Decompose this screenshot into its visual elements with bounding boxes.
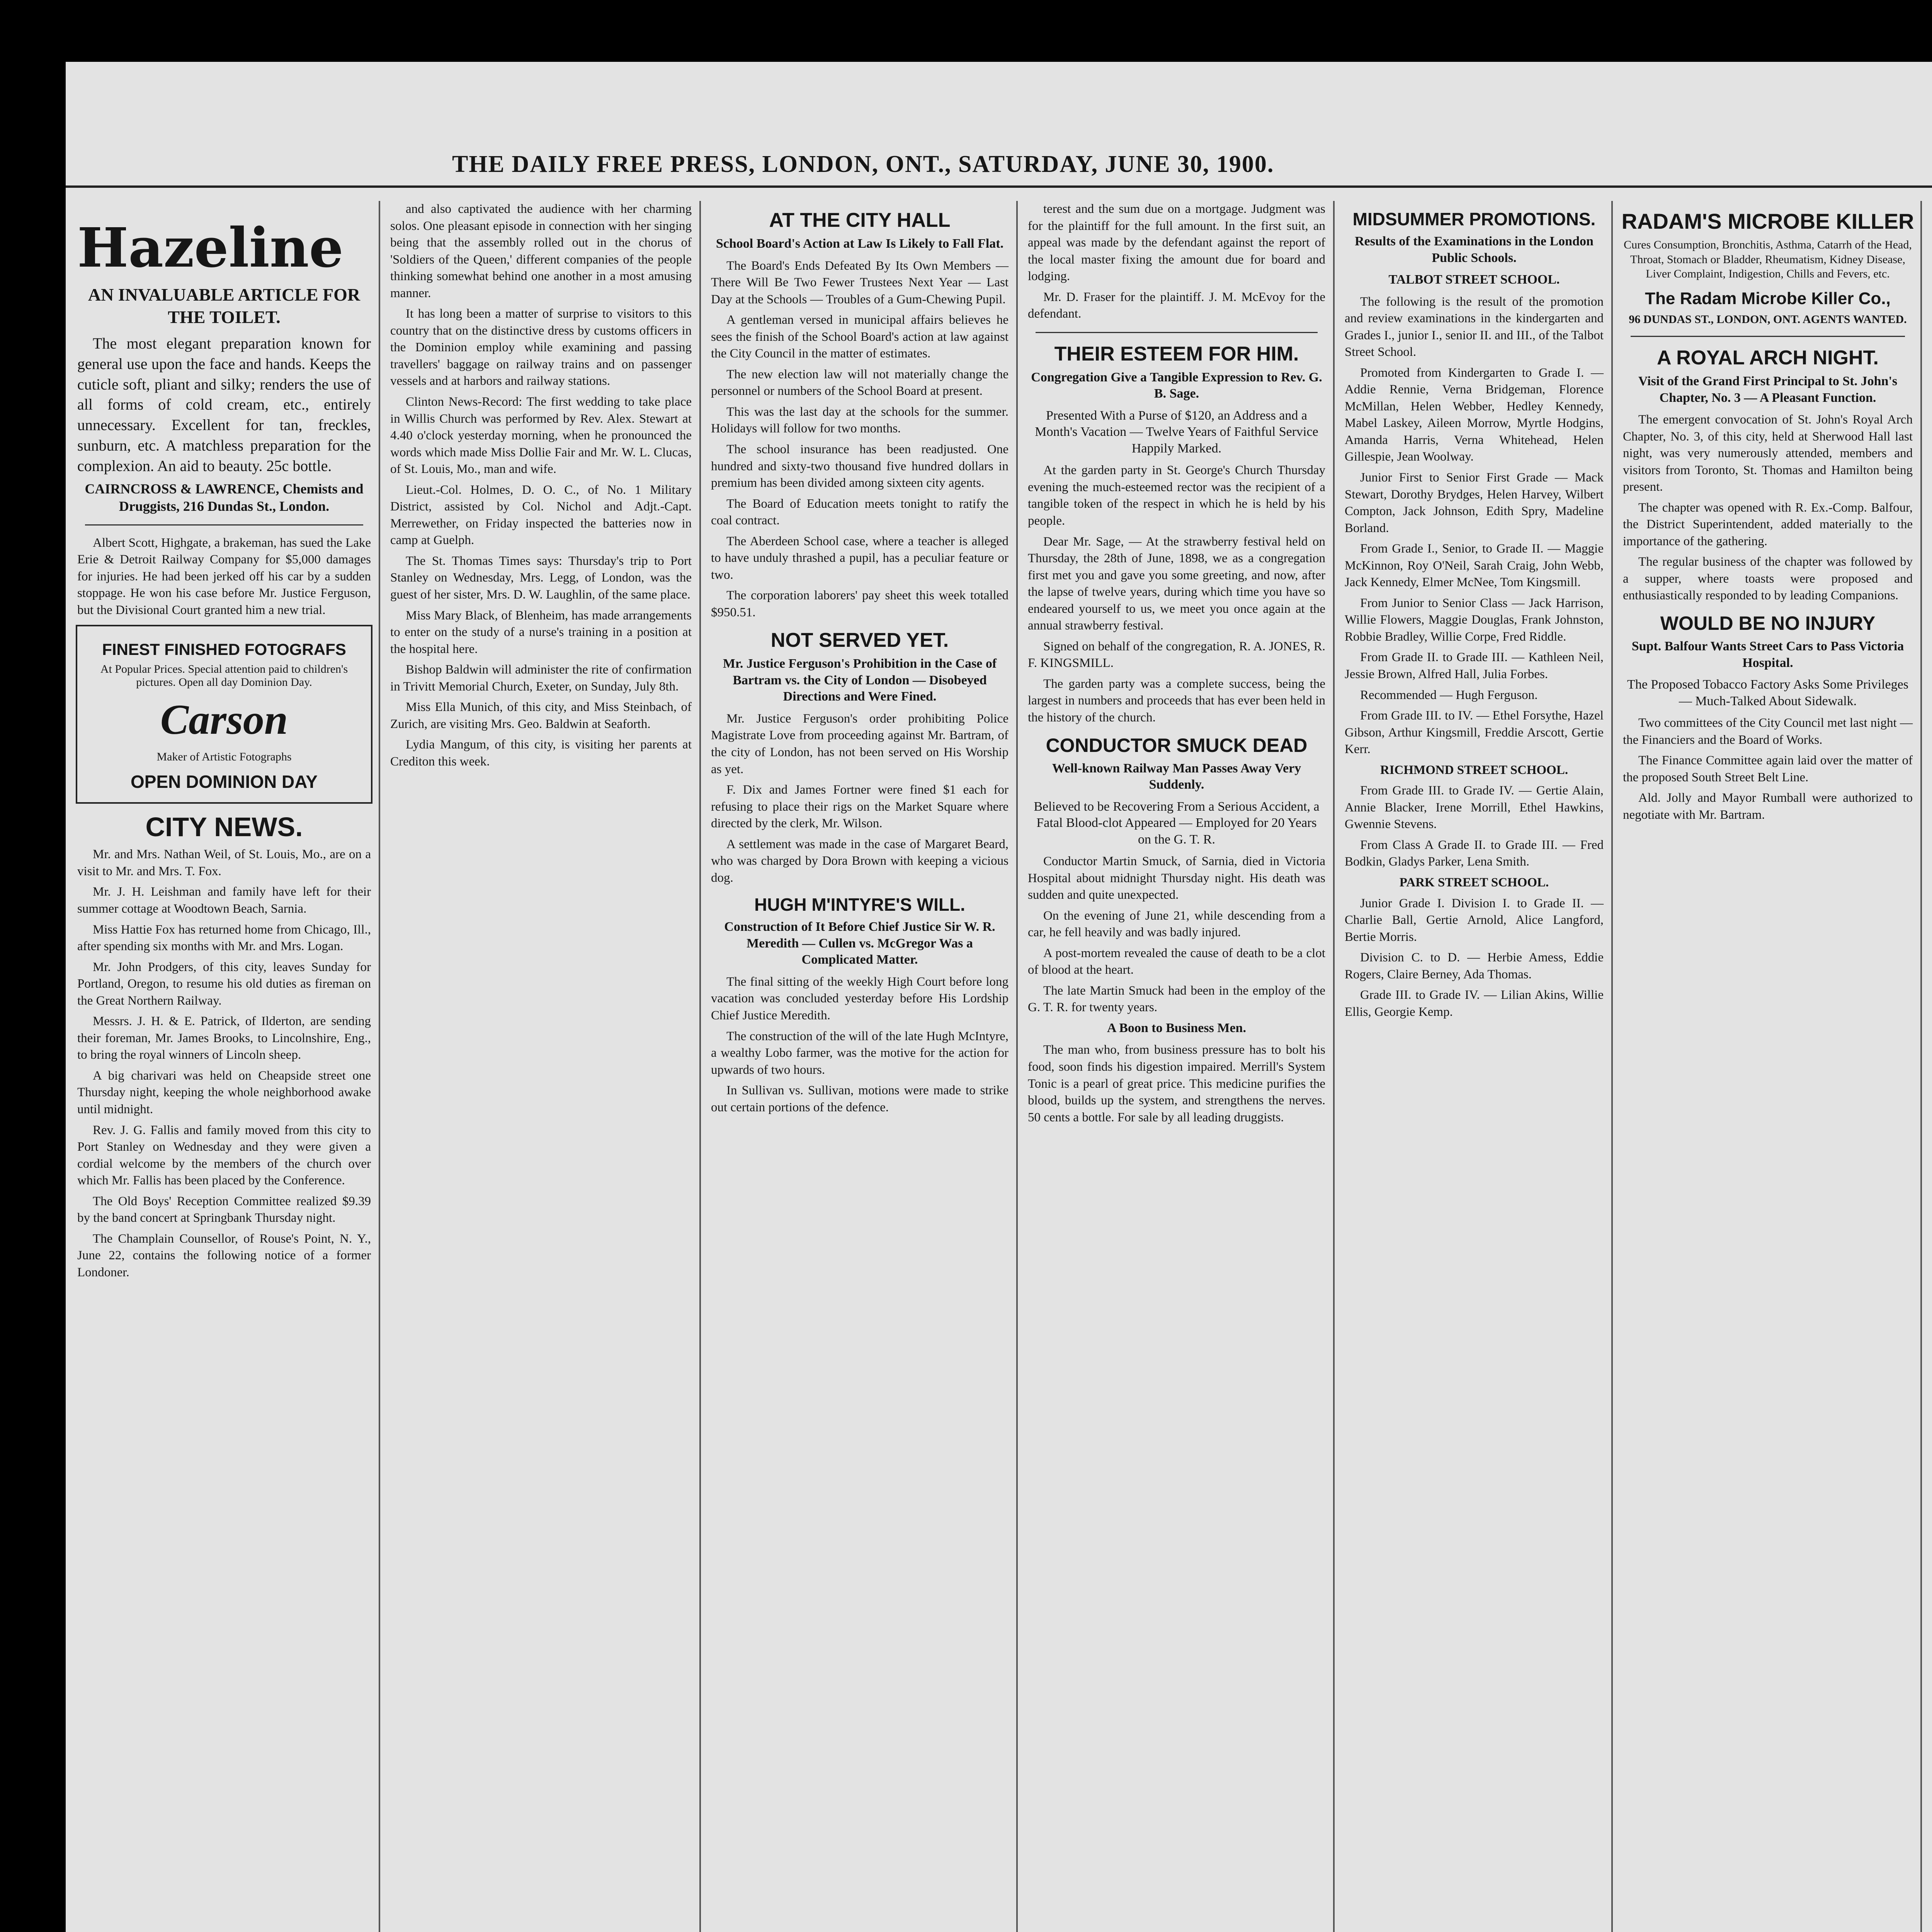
column-5 — [1341, 201, 1607, 1932]
promotions-heading: MIDSUMMER PROMOTIONS. — [1352, 209, 1596, 229]
hazeline-sellers: CAIRNCROSS & LAWRENCE, Chemists and Druggists, 216 Dundas St., London. — [85, 481, 364, 514]
divider — [85, 524, 363, 526]
column-7 — [1928, 201, 1932, 1932]
not-served-subhead: Mr. Justice Ferguson's Prohibition in the Case of Bartram vs. the City of London — Disobeyed Directions and Were Fined. — [723, 656, 997, 704]
esteem-body: At the garden party in St. George's Church Thursday evening the much-esteemed rector was the recipient of a tangible token of the respect in which he is held by his people. Dear Mr. Sage, — At the strawberry festival held on Thursday, the 28th of June, 1898, we as a congregation first met you and gave you some greeting, and now, after the lapse of twelve years, during which time you have so endeared yourself to us, we meet you once again at the annual strawberry festival. Signed on behalf of the congregation, R. A. JONES, R. F. KINGSMILL. The garden party was a complete success, being the largest in numbers and proceeds that has ever been held in the history of the church. — [1028, 463, 1325, 724]
radam-line: Cures Consumption, Bronchitis, Asthma, Catarrh of the Head, Throat, Stomach or Bladder, Rheumatism, Kidney Disease, Liver Complaint, Indigestion, Chills and Fevers, etc. — [1624, 238, 1912, 280]
radam-company: The Radam Microbe Killer Co., — [1645, 289, 1891, 308]
carson-line: At Popular Prices. Special attention paid to children's pictures. Open all day Dominion Day. — [100, 663, 348, 689]
radam-ad — [1619, 209, 1917, 327]
injury-deck: The Proposed Tobacco Factory Asks Some Privileges — Much-Talked About Sidewalk. — [1627, 677, 1908, 708]
column-rule — [1920, 201, 1922, 1932]
carson-signature: Carson — [160, 696, 288, 743]
royal-arch-heading: A ROYAL ARCH NIGHT. — [1657, 347, 1879, 369]
esteem-deck: Presented With a Purse of $120, an Address and a Month's Vacation — Twelve Years of Faithful Service Happily Marked. — [1035, 408, 1318, 456]
scott-item: Albert Scott, Highgate, a brakeman, has sued the Lake Erie & Detroit Railway Company for $5,000 damages for injuries. He had been jerked off his car by a sudden stoppage. He won his case before Mr. Justice Ferguson, but the Divisional Court granted him a new trial. — [77, 536, 371, 617]
divider — [1631, 336, 1905, 337]
hazeline-logo: Hazeline — [77, 216, 344, 280]
not-served-heading: NOT SERVED YET. — [770, 629, 949, 652]
masthead-title: THE DAILY FREE PRESS, LONDON, ONT., SATURDAY, JUNE 30, 1900. — [452, 151, 1274, 177]
hazeline-body: The most elegant preparation known for general use upon the face and hands. Keeps the cuticle soft, pliant and silky; renders the use of all forms of cold cream, etc., entirely unnecessary. Excellent for tan, freckles, sunburn, etc. A matchless preparation for the complexion. An aid to beauty. 25c bottle. — [77, 335, 371, 474]
column-4 — [1024, 201, 1329, 1932]
carson-footer: OPEN DOMINION DAY — [131, 772, 318, 792]
esteem-heading: THEIR ESTEEM FOR HIM. — [1054, 342, 1299, 365]
promotions-body: The following is the result of the promotion and review examinations in the kindergarten and Grades I., junior I., senior II. and III., of the Talbot Street School. Promoted from Kindergarten to Grade I. — Addie Rennie, Verna Bridgeman, Florence McMillan, Helen Webber, Hedley Kennedy, Mabel Laskey, Aileen Morrow, Myrtle Hodgins, Amanda Harris, Verna Whitehead, Helen Gillespie, Jean Woolway. Junior First to Senior First Grade — Mack Stewart, Dorothy Brydges, Helen Harvey, Wilbert Compton, Jack Johnson, Edith Spry, Madeline Borland. From Grade I., Senior, to Grade II. — Maggie McKinnon, Roy O'Neil, Sarah Craig, John Webb, Jack Kennedy, Elmer McNee, Tom Kingsmill. From Junior to Senior Class — Jack Harrison, Willie Flowers, Maggie Douglas, Frank Johnston, Robbie Bradley, Willie Corpe, Fred Riddle. From Grade II. to Grade III. — Kathleen Neil, Jessie Brown, Alfred Hall, Julia Forbes. Recommended — Hugh Ferguson. From Grade III. to IV. — Ethel Forsythe, Hazel Gibson, Arthur Kingsmill, Freddie Arscott, Gertie Kerr. RICHMOND STREET SCHOOL. From Grade III. to Grade IV. — Gertie Alain, Annie Blacker, Irene Morrill, Ethel Hawkins, Gwennie Stevens. From Class A Grade II. to Grade III. — Fred Bodkin, Gladys Parker, Lena Smith. PARK STREET SCHOOL. Junior Grade I. Division I. to Grade II. — Charlie Ball, Gertie Arnold, Alice Langford, Bertie Morris. Division C. to D. — Herbie Amess, Eddie Rogers, Claire Berney, Ada Thomas. Grade III. to Grade IV. — Lilian Akins, Willie Ellis, Georgie Kemp. — [1345, 294, 1604, 1019]
column-rule — [1333, 201, 1335, 1932]
bylaw-heading — [1928, 296, 1932, 319]
newspaper-page — [66, 62, 1932, 1932]
column-3 — [707, 201, 1012, 1932]
mcintyre-body: The final sitting of the weekly High Court before long vacation was concluded yesterday before His Lordship Chief Justice Meredith. The construction of the will of the late Hugh McIntyre, a wealthy Lobo farmer, was the motive for the action for upwards of two hours. In Sullivan vs. Sullivan, motions were made to strike out certain portions of the defence. — [711, 975, 1009, 1114]
smuck-heading: CONDUCTOR SMUCK DEAD — [1046, 734, 1308, 756]
hazeline-tagline: AN INVALUABLE ARTICLE FOR THE TOILET. — [88, 285, 361, 327]
boon-body: The man who, from business pressure has to bolt his food, soon finds his digestion impaired. Merrill's System Tonic is a pearl of great price. This medicine purifies the blood, builds up the system, and strengthens the nerves. 50 cents a bottle. For sale by all leading druggists. — [1028, 1043, 1325, 1124]
smuck-subhead: Well-known Railway Man Passes Away Very Suddenly. — [1052, 761, 1301, 792]
mcintyre-heading: HUGH M'INTYRE'S WILL. — [754, 895, 965, 915]
column-6 — [1619, 201, 1917, 1932]
city-hall-body: The Board's Ends Defeated By Its Own Members — There Will Be Two Fewer Trustees Next Year — Last Day at the Schools — Troubles of a Gum-Chewing Pupil. A gentleman versed in municipal affairs believes he sees the finish of the School Board's action at law against the City Council in the matter of estimates. The new election law will not materially change the personnel or numbers of the School Board at present. This was the last day at the schools for the summer. Holidays will follow for two months. The school insurance has been readjusted. One hundred and sixty-two thousand five hundred dollars in premium has been divided among sixteen city agents. The Board of Education meets tonight to ratify the coal contract. The Aberdeen School case, where a teacher is alleged to have unduly thrashed a pupil, has a peculiar feature or two. The corporation laborers' pay sheet this week totalled $950.51. — [711, 259, 1009, 619]
esteem-subhead: Congregation Give a Tangible Expression to Rev. G. B. Sage. — [1031, 370, 1322, 401]
city-hall-subhead: School Board's Action at Law Is Likely to Fall Flat. — [716, 236, 1004, 251]
smuck-body: Conductor Martin Smuck, of Sarnia, died in Victoria Hospital about midnight Thursday night. His death was sudden and quite unexpected. On the evening of June 21, while descending from a car, he fell heavily and was badly injured. A post-mortem revealed the cause of death to be a clot of blood at the heart. The late Martin Smuck had been in the employ of the G. T. R. for twenty years. — [1028, 854, 1325, 1015]
carson-ad — [76, 625, 372, 804]
injury-subhead: Supt. Balfour Wants Street Cars to Pass Victoria Hospital. — [1631, 639, 1904, 670]
not-served-body: Mr. Justice Ferguson's order prohibiting Police Magistrate Love from proceeding against Mr. Bartram, of the city of London, has not been served on His Worship as yet. F. Dix and James Fortner were fined $1 each for refusing to place their rigs on the Market Square where directed by the clerk, Mr. Wilson. A settlement was made in the case of Margaret Beard, who was charged by Dora Brown with keeping a vicious dog. — [711, 711, 1009, 885]
column-rule — [1611, 201, 1613, 1932]
doubters-heading — [1928, 490, 1932, 514]
city-news-body: Mr. and Mrs. Nathan Weil, of St. Louis, Mo., are on a visit to Mr. and Mrs. T. Fox. Mr. J. H. Leishman and family have left for their summer cottage at Woodtown Beach, Sarnia. Miss Hattie Fox has returned home from Chicago, Ill., after spending six months with Mr. and Mrs. Logan. Mr. John Prodgers, of this city, leaves Sunday for Portland, Oregon, to resume his old duties as fireman on the Great Northern Railway. Messrs. J. H. & E. Patrick, of Ilderton, are sending their foreman, Mr. James Brooks, to Lincolnshire, Eng., to bring the royal winners of Lincoln sheep. A big charivari was held on Cheapside street one Thursday night, keeping the whole neighborhood awake until midnight. Rev. J. G. Fallis and family moved from this city to Port Stanley on Wednesday and they were given a cordial welcome by the members of the church over which Mr. Fallis has been placed by the Conference. The Old Boys' Reception Committee realized $9.39 by the band concert at Springbank Thursday night. The Champlain Counsellor, of Rouse's Point, N. Y., June 22, contains the following notice of a former Londoner. — [77, 847, 371, 1279]
radam-headline: RADAM'S MICROBE KILLER — [1621, 209, 1914, 233]
city-news-heading: CITY NEWS. — [145, 812, 303, 842]
column-rule — [699, 201, 701, 1932]
col2-body: and also captivated the audience with her charming solos. One pleasant episode in connection with her singing being that the assembly rolled out in the chorus of 'Soldiers of the Queen,' different companies of the people thinking somewhat behind one another in a most amusing manner. It has long been a matter of surprise to visitors to this country that on the distinctive dress by customs officers in the Dominion employ while examining and passing travellers' baggage on railway trains and on passenger vessels and at harbors and railway stations. Clinton News-Record: The first wedding to take place in Willis Church was performed by Rev. Alex. Stewart at 4.40 o'clock yesterday morning, when he pronounced the words which made Miss Dollie Fair and Mr. W. L. Clucas, of St. Louis, Mo., man and wife. Lieut.-Col. Holmes, D. O. C., of No. 1 Military District, assisted by Col. Nichol and Adjt.-Capt. Merrewether, on Friday inspected the batteries now in camp at Guelph. The St. Thomas Times says: Thursday's trip to Port Stanley on Wednesday, Mrs. Legg, of London, was the guest of her sister, Mrs. D. W. Laughlin, of the same place. Miss Mary Black, of Blenheim, has made arrangements to enter on the study of a nurse's training in a position at the hospital here. Bishop Baldwin will administer the rite of confirmation in Trivitt Memorial Church, Exeter, on Sunday, July 8th. Miss Ella Munich, of this city, and Miss Steinbach, of Zurich, are visiting Mrs. Geo. Baldwin at Seaforth. Lydia Mangum, of this city, is visiting her parents at Crediton this week. — [390, 202, 692, 769]
hazeline-ad — [73, 216, 375, 515]
smuck-deck: Believed to be Recovering From a Serious Accident, a Fatal Blood-clot Appeared — Employed for 20 Years on the G. T. R. — [1034, 799, 1320, 847]
injury-body: Two committees of the City Council met last night — the Financiers and the Board of Works. The Finance Committee again laid over the matter of the proposed South Street Belt Line. Ald. Jolly and Mayor Rumball were authorized to negotiate with Mr. Bartram. — [1623, 716, 1913, 822]
talbot-heading: TALBOT STREET SCHOOL. — [1388, 272, 1560, 287]
royal-arch-subhead: Visit of the Grand First Principal to St. John's Chapter, No. 3 — A Pleasant Function. — [1638, 374, 1898, 405]
col4-continued: terest and the sum due on a mortgage. Judgment was for the plaintiff for the full amount. In the first suit, an appeal was made by the defendant against the report of the local master fixing the amount due for board and lodging. Mr. D. Fraser for the plaintiff. J. M. McEvoy for the defendant. — [1028, 202, 1325, 321]
royal-arch-body: The emergent convocation of St. John's Royal Arch Chapter, No. 3, of this city, held at Sherwood Hall last night, was very numerously attended, members and visitors from Toronto, St. Thomas and Hamilton being present. The chapter was opened with R. Ex.-Comp. Balfour, the District Superintendent, added materially to the importance of the gathering. The regular business of the chapter was followed by a supper, where toasts were proposed and enthusiastically responded to by leading Companions. — [1623, 413, 1913, 603]
carson-maker: Maker of Artistic Fotographs — [156, 750, 292, 764]
city-hall-heading: AT THE CITY HALL — [769, 209, 951, 231]
boon-heading: A Boon to Business Men. — [1107, 1020, 1246, 1035]
carson-headline: FINEST FINISHED FOTOGRAFS — [102, 640, 346, 659]
injury-heading: WOULD BE NO INJURY — [1660, 612, 1876, 634]
column-2 — [386, 201, 696, 1932]
column-rule — [1016, 201, 1018, 1932]
promotions-subhead: Results of the Examinations in the London Public Schools. — [1355, 234, 1594, 265]
divider — [1036, 332, 1318, 333]
mcintyre-subhead: Construction of It Before Chief Justice Sir W. R. Meredith — Cullen vs. McGregor Was a Complicated Matter. — [724, 920, 995, 967]
radam-address: 96 DUNDAS ST., LONDON, ONT. AGENTS WANTED. — [1629, 313, 1907, 326]
column-1 — [73, 201, 375, 1932]
column-rule — [379, 201, 380, 1932]
masthead — [66, 151, 1932, 188]
